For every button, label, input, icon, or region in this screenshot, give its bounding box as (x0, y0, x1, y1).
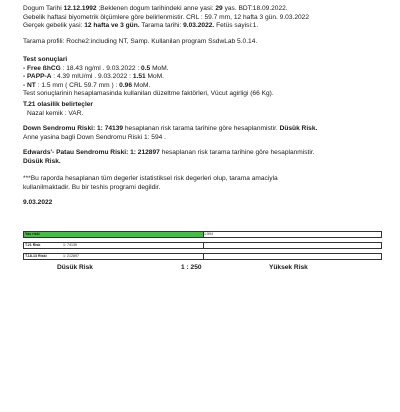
down-risk-value: 1: 74139 (97, 125, 124, 132)
t21-markers (23, 101, 383, 118)
down-risk-line (23, 125, 383, 134)
edwards-risk-line (23, 149, 383, 158)
risk-bar-label: T.21 Risk (25, 242, 41, 247)
edwards-text: hesaplanan risk tarama tarihine göre hesaplanmistir. (161, 149, 315, 156)
risk-bar-fill (24, 232, 203, 237)
age-text: ;Beklenen dogum tarihindeki anne yasi: (98, 5, 214, 12)
nasal-bone: Nazal kemik : VAR. (27, 109, 84, 117)
test-unit: MoM. (147, 73, 165, 81)
birth-line (23, 5, 383, 14)
age-tail: yas. BDT:18.09.2022. (224, 5, 288, 12)
scan-date: 9.03.2022. (183, 22, 215, 30)
test-name: - NT (23, 81, 36, 89)
test-name: - Free ßhCG (23, 64, 61, 72)
scale-cutoff: 1 : 250 (181, 264, 202, 271)
birth-date: 12.12.1992 (63, 5, 97, 12)
down-risk (23, 125, 383, 142)
scan-label: Tarama tarihi: (141, 22, 182, 30)
risk-bar-divider (203, 243, 204, 249)
risk-bar (23, 231, 382, 238)
test-unit: MoM. (152, 64, 169, 72)
report-date-block (23, 199, 383, 208)
fetus-count: Fetüs sayisi:1. (216, 22, 259, 30)
risk-bar (23, 242, 382, 249)
test-row (23, 73, 383, 82)
test-name: - PAPP-A (23, 73, 52, 81)
risk-bar-value: 1:594 (204, 231, 213, 236)
risk-bar-value: 1: 74139 (62, 242, 77, 247)
down-age-risk: Anne yasina bagli Down Sendromu Riski 1: 594 . (23, 133, 166, 141)
profile-line: Tarama profili: Roche2:including NT, Samp. Kullanilan program SsdwLab 5.0.14. (23, 38, 258, 45)
scale-low: Düsük Risk (57, 264, 93, 271)
real-ga-label: Gerçek gebelik yasi: (23, 22, 83, 30)
edwards-label: Edwards'- Patau Sendromu Riski: (23, 149, 129, 156)
report-date: 9.03.2022 (23, 199, 53, 206)
real-ga-line (23, 22, 383, 31)
scale-high: Yüksek Risk (269, 264, 308, 271)
test-row (23, 82, 383, 91)
test-unit: MoM. (133, 81, 151, 89)
patient-info (23, 5, 383, 31)
test-value: : 1.5 mm ( CRL 59.7 mm ) : (37, 81, 118, 89)
edwards-result: Düsük Risk. (23, 157, 61, 165)
test-mom: 0.5 (141, 64, 151, 72)
profile-line-block (23, 38, 383, 47)
test-row (23, 65, 383, 74)
test-value: : 4.39 mIU/ml . 9.03.2022 : (53, 73, 131, 81)
risk-bar-divider (203, 254, 204, 260)
edwards-risk-value: 1: 212897 (130, 149, 160, 156)
risk-bar-label: Yas riski (25, 231, 40, 236)
edwards-risk (23, 149, 383, 166)
disclaimer-line: ***Bu raporda hesaplanan tüm degerler istatistiksel risk degerleri olup, tarama amaciyla (23, 175, 278, 182)
down-result: Düsük Risk. (279, 125, 318, 132)
test-value: : 18.43 ng/ml . 9.03.2022 : (62, 64, 140, 72)
test-mom: 1.51 (132, 73, 146, 81)
risk-bars (23, 231, 382, 265)
down-label: Down Sendromu Riski: (23, 125, 96, 132)
mother-age: 29 (215, 5, 223, 12)
birth-label: Dogum Tarihi (23, 5, 62, 12)
down-text: hesaplanan risk tarama tarihine göre hesaplanmistir. (124, 125, 278, 132)
markers-title: T.21 olasilik belirteçler (23, 101, 94, 108)
disclaimer (23, 175, 383, 192)
gestation-line: Gebelik haftasi biyometrik ölçümlere göre belirlenmistir. CRL : 59.7 mm, 12 hafta 3 gün. 9.03.2022 (23, 13, 309, 21)
real-ga: 12 hafta ve 3 gün. (84, 22, 140, 30)
test-results (23, 56, 383, 99)
risk-bar-label: T.18-13 Riski (25, 253, 47, 258)
test-note: Test sonuçlarinin hesaplamasinda kullanilan düzeltme faktörleri, Vücut agirligi (66 Kg). (23, 90, 274, 98)
test-mom: 0.96 (119, 81, 132, 89)
risk-bar (23, 253, 382, 260)
disclaimer-line: kullanilmaktadir. Bu bir teshis programi degildir. (23, 183, 161, 191)
risk-bar-value: 1: 212897 (62, 253, 79, 258)
test-results-title: Test sonuçlari (23, 56, 68, 63)
